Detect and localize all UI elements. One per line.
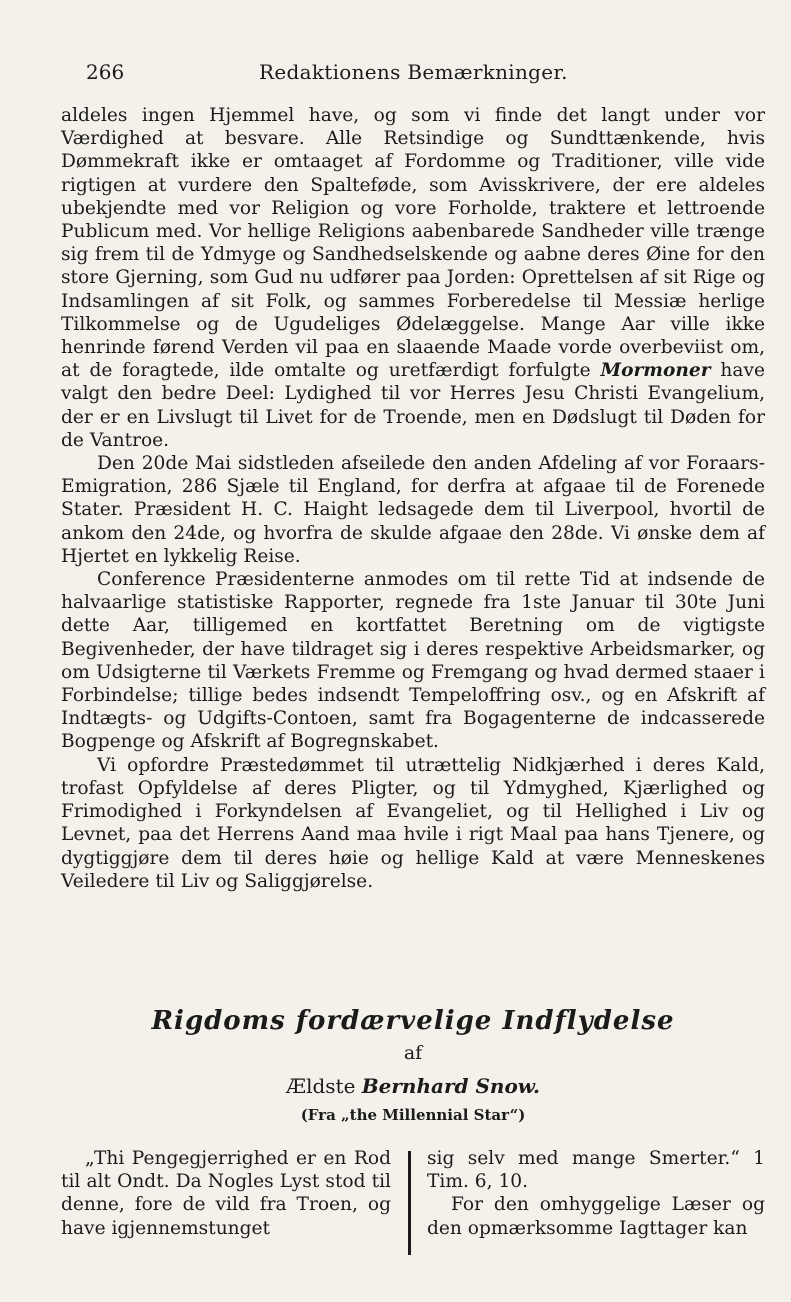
paragraph-1-text: aldeles ingen Hjemmel have, og som vi finde det langt under vor Værdighed at besvare. Alle Retsindige og Sundttænkende, hvis Dømmekraft ikke er omtaaget af Fordomme og Traditioner, ville vide rigtigen at vurdere den Spalteføde, som Avisskrivere, der ere aldeles ubekjendte med vor Religion og vore Forholde, traktere et lettroende Publicum med. Vor hellige Religions aabenbarede Sandheder ville trænge sig frem til de Ydmyge og Sandhedselskende og aabne deres Øine for den store Gjerning, som Gud nu udfører paa Jorden: Oprettelsen af sit Rige og Indsamlingen af sit Folk, og sammes Forberedelse til Messiæ herlige Tilkommelse og de Ugudeliges Ødelæggelse. Mange Aar ville ikke henrinde førend Verden vil paa en slaaende Maade vorde overbeviist om, at de foragtede, ilde omtalte og uretfærdigt forfulgte xyxy=(61,105,765,382)
running-title: Redaktionens Bemærkninger. xyxy=(259,60,568,84)
left-column xyxy=(61,1147,391,1240)
two-column-text xyxy=(61,1147,765,1257)
left-column-text: „Thi Pengegjerrighed er en Rod til alt Ondt. Da Nogles Lyst stod til denne, fore de vild fra Troen, og have igjennemstunget xyxy=(61,1148,391,1239)
paragraph-conference: Conference Præsidenterne anmodes om til rette Tid at indsende de halvaarlige statistiske Rapporter, regnede fra 1ste Januar til 30te Juni dette Aar, tilligemed en kortfattet Beretning om de vigtigste Begivenheder, der have tildraget sig i deres respektive Arbeidsmarker, og om Udsigterne til Værkets Fremme og Fremgang og hvad dermed staaer i Forbindelse; tillige bedes indsendt Tempeloffring osv., og en Afskrift af Indtægts- og Udgifts-Contoen, samt fra Bogagenterne de indcasserede Bogpenge og Afskrift af Bogregnskabet. xyxy=(61,569,765,753)
article-author xyxy=(61,1074,765,1098)
author-name: Bernhard Snow. xyxy=(361,1074,540,1098)
paragraph-priesthood: Vi opfordre Præstedømmet til utrættelig Nidkjærhed i deres Kald, trofast Opfyldelse af deres Pligter, og til Ydmyghed, Kjærlighed og Frimodighed i Forkyndelsen af Evangeliet, og til Hellighed i Liv og Levnet, paa det Herrens Aand maa hvile i rigt Maal paa hans Tjenere, og dygtiggjøre dem til deres høie og hellige Kald at være Menneskenes Veiledere til Liv og Saliggjørelse. xyxy=(61,754,765,892)
right-column xyxy=(427,1147,765,1240)
article-title: Rigdoms fordærvelige Indflydelse xyxy=(151,1006,675,1036)
mormoner-emphasis: Mormoner xyxy=(600,360,711,382)
column-divider xyxy=(408,1151,411,1255)
editorial-text xyxy=(61,104,765,893)
page-number: 266 xyxy=(86,60,125,84)
running-head xyxy=(86,60,766,86)
article-af: af xyxy=(403,1042,423,1064)
paragraph-emigration: Den 20de Mai sidstleden afseilede den anden Afdeling af vor Foraars-Emigration, 286 Sjæle til England, for derfra at afgaae til de Forenede Stater. Præsident H. C. Haight ledsagede dem til Liverpool, hvortil de ankom den 24de, og hvorfra de skulde afgaae den 28de. Vi ønske dem af Hjertet en lykkelig Reise. xyxy=(61,453,765,567)
paragraph-1-end: have valgt den bedre Deel: Lydighed til vor Herres Jesu Christi Evangelium, der er en Livslugt til Livet for de Troende, men en Dødslugt til Døden for de Vantroe. xyxy=(61,360,765,451)
article-header xyxy=(61,1006,765,1124)
right-column-text-1: sig selv med mange Smerter.“ 1 Tim. 6, 10. xyxy=(427,1148,765,1193)
paragraph-1 xyxy=(61,104,765,452)
right-column-text-2: For den omhyggelige Læser og den opmærksomme Iagttager kan xyxy=(427,1194,765,1239)
author-prefix: Ældste xyxy=(286,1074,356,1098)
article-source: (Fra „the Millennial Star“) xyxy=(300,1106,526,1124)
